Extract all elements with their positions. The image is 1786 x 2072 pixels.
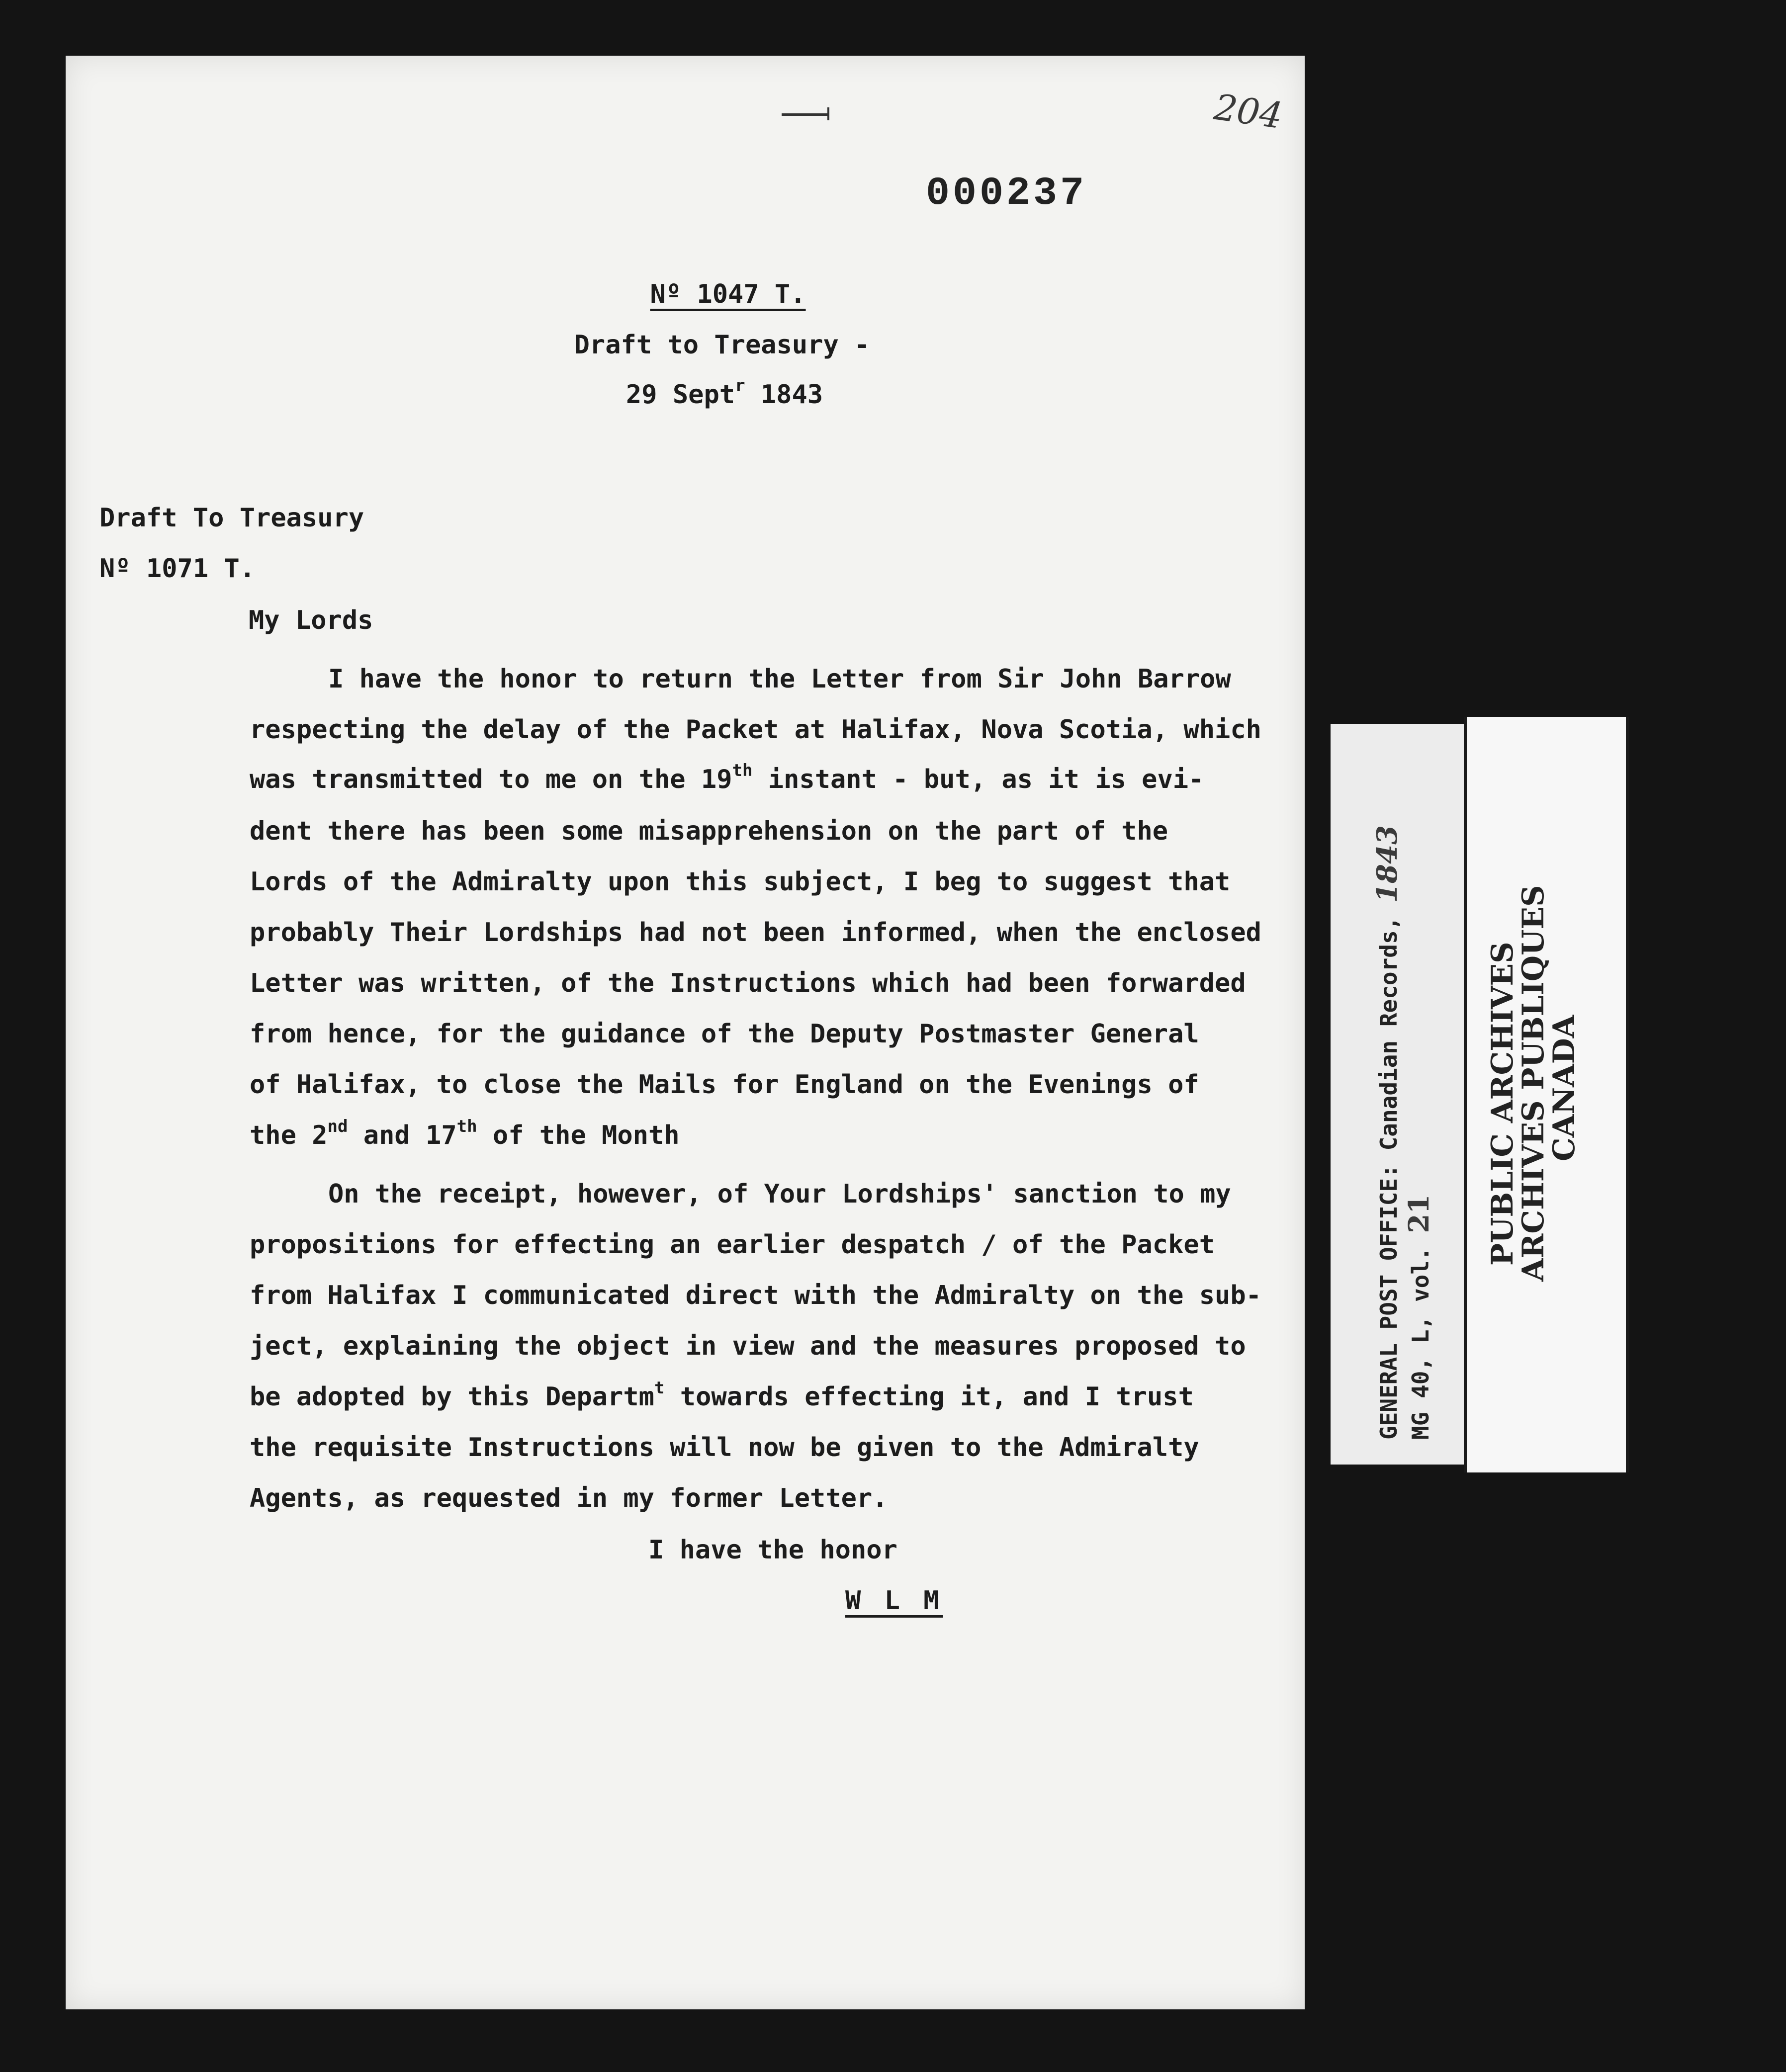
folio-number: 204 [1211, 86, 1285, 137]
body-para2-line-4: ject, explaining the object in view and the measures proposed to [250, 1331, 1246, 1361]
body-line-1: I have the honor to return the Letter from Sir John Barrow [328, 664, 1231, 694]
body-para2-line-2: propositions for effecting an earlier despatch / of the Packet [250, 1230, 1215, 1260]
body-line-7: Letter was written, of the Instructions which had been forwarded [250, 968, 1246, 998]
body-para2-line-7: Agents, as requested in my former Letter. [250, 1483, 888, 1513]
body-para2-line-1: On the receipt, however, of Your Lordships' sanction to my [328, 1179, 1231, 1209]
archive-reference-line-2: MG 40, L, vol. 21 [1403, 1194, 1435, 1440]
body-para2-line-3: from Halifax I communicated direct with the Admiralty on the sub- [250, 1281, 1261, 1310]
header-date: 29 Sept$^r$ 1843 [625, 376, 823, 410]
body-line-9: of Halifax, to close the Mails for England on the Evenings of [250, 1070, 1199, 1100]
body-para2-line-5: be adopted by this Departm$^t$ towards effecting it, and I trust [250, 1378, 1194, 1412]
archive-reference-line-1: GENERAL POST OFFICE: Canadian Records, 1843 [1371, 825, 1404, 1440]
archives-stamp-line-2: ARCHIVES PUBLIQUES [1516, 885, 1551, 1282]
body-line-10: the 2nd and 17th of the Month [250, 1117, 680, 1150]
body-line-5: Lords of the Admiralty upon this subject, I beg to suggest that [250, 867, 1231, 897]
archives-stamp-line-3: CANADA [1547, 1015, 1582, 1161]
archives-stamp-line-1: PUBLIC ARCHIVES [1485, 942, 1520, 1266]
document-page [66, 56, 1305, 2009]
closing-line: I have the honor [648, 1535, 897, 1565]
header-title: Draft to Treasury - [574, 330, 870, 360]
header-number: Nº 1047 T. [650, 279, 806, 309]
body-line-8: from hence, for the guidance of the Deputy Postmaster General [250, 1019, 1199, 1049]
body-para2-line-6: the requisite Instructions will now be given to the Admiralty [250, 1433, 1199, 1463]
document-stamp-number: 000237 [926, 171, 1087, 216]
side-heading: Draft To Treasury [99, 503, 364, 533]
body-line-6: probably Their Lordships had not been informed, when the enclosed [250, 918, 1261, 948]
salutation: My Lords [249, 605, 373, 635]
body-line-4: dent there has been some misapprehension on the part of the [250, 816, 1168, 846]
side-number: Nº 1071 T. [99, 554, 256, 584]
archive-reference-label [1331, 724, 1629, 1465]
top-dash-mark [782, 113, 829, 116]
top-dash-tick [827, 107, 829, 120]
signature-initials: W L M [845, 1586, 943, 1616]
body-line-3: was transmitted to me on the 19th instant - but, as it is evi- [250, 761, 1204, 794]
body-line-2: respecting the delay of the Packet at Halifax, Nova Scotia, which [250, 715, 1261, 745]
